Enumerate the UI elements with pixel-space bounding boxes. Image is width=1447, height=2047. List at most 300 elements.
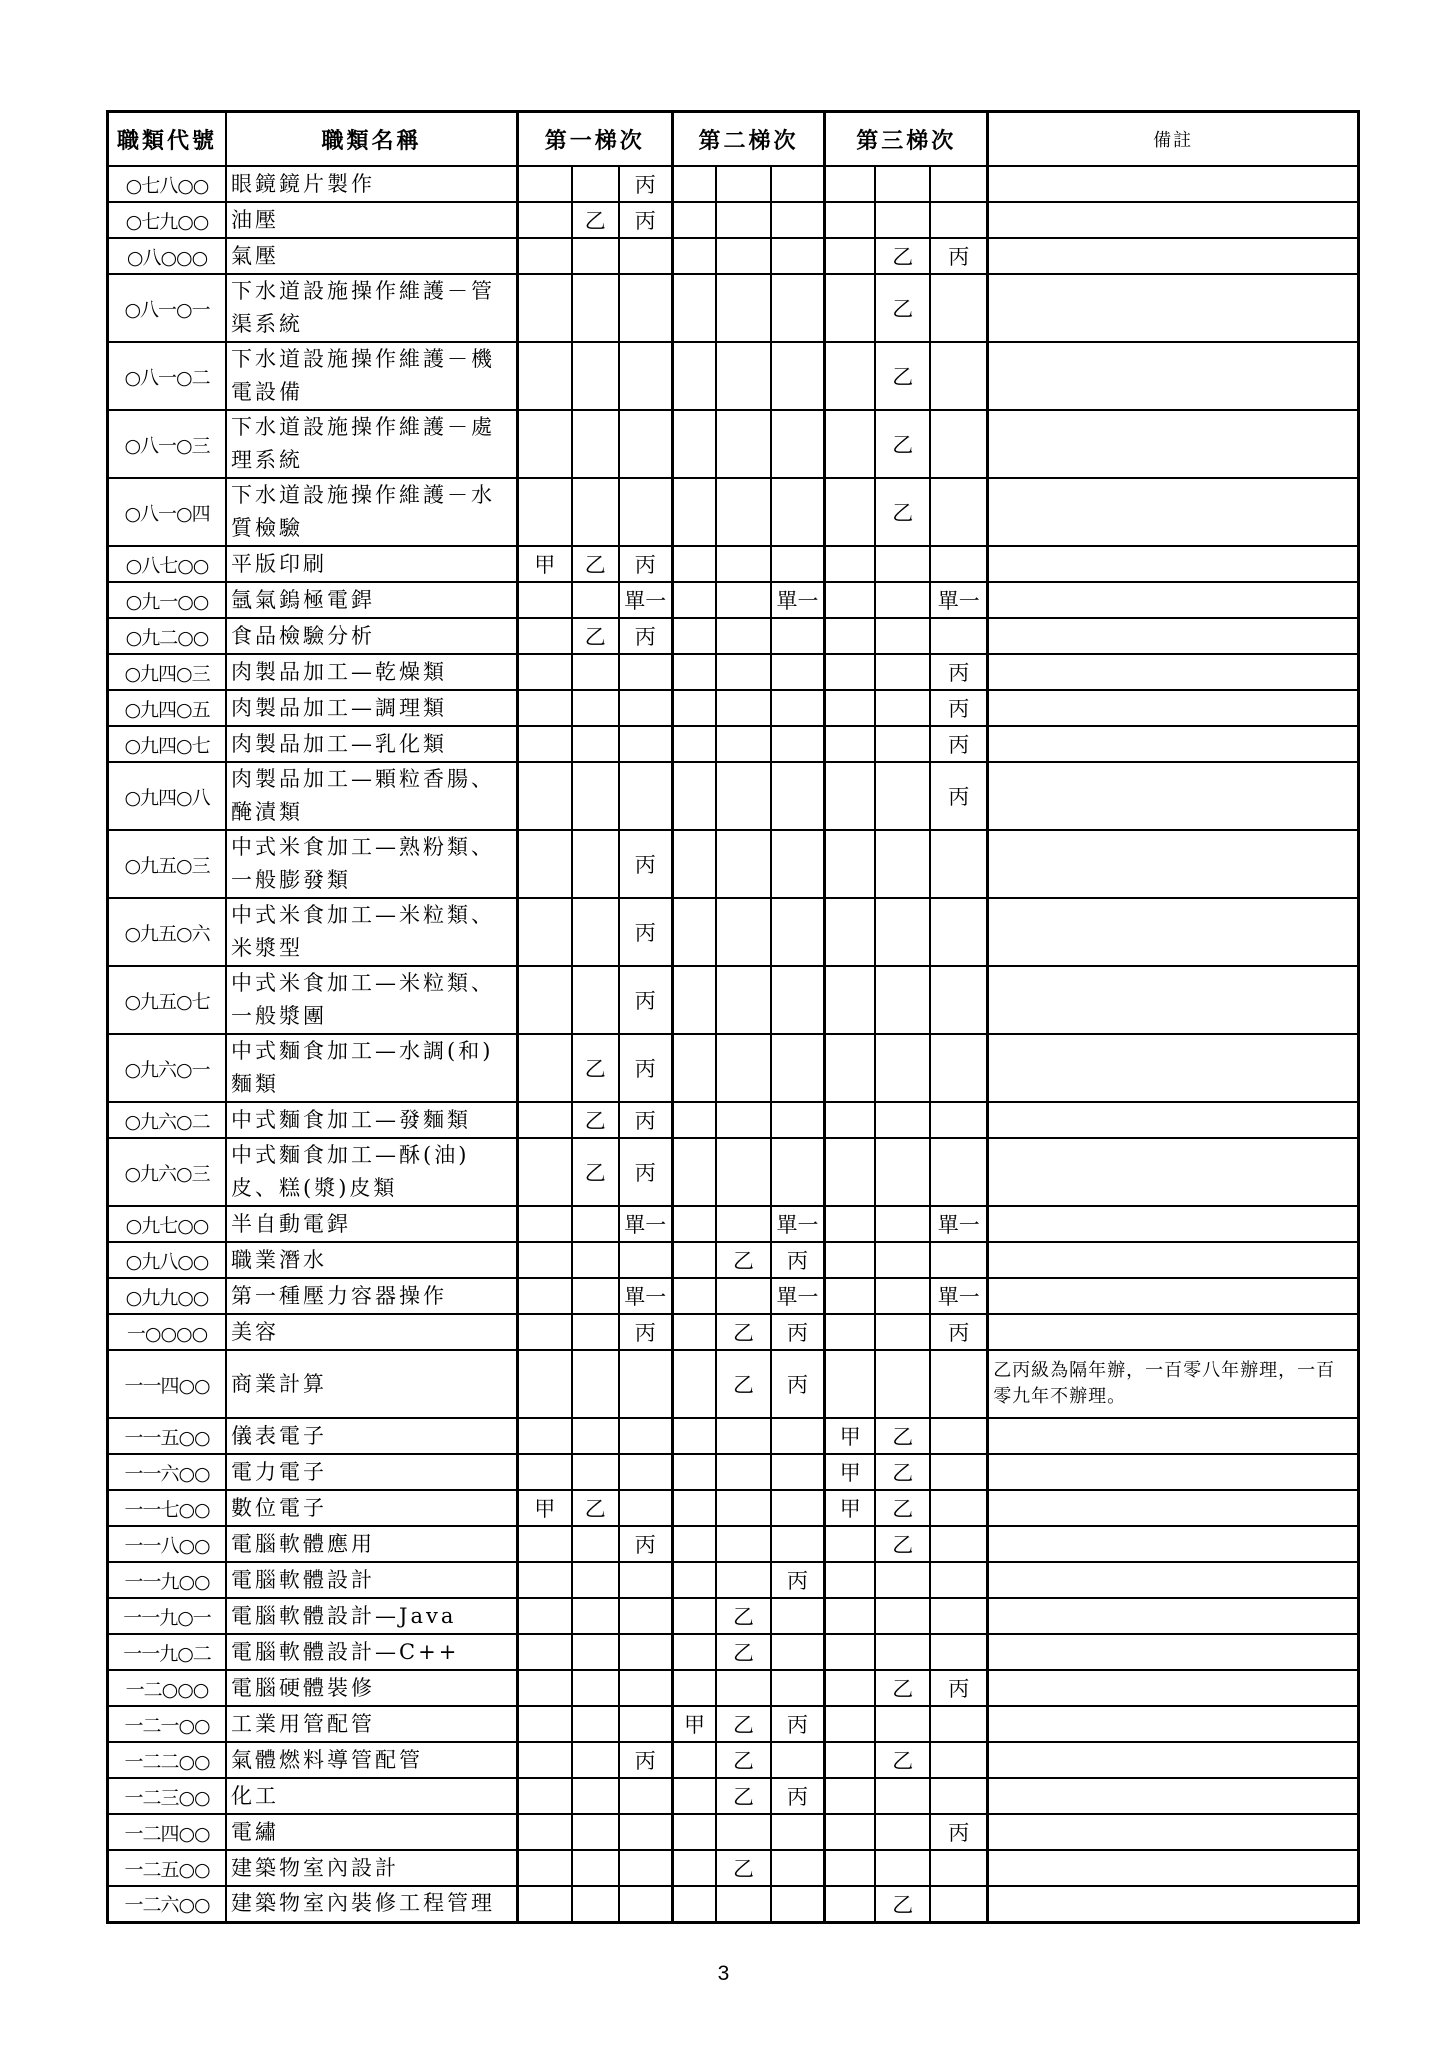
cell-code: ○九六○一 — [108, 1034, 227, 1102]
table-row — [108, 1634, 1359, 1670]
table-row — [108, 1562, 1359, 1598]
cell-round-2-level-3 — [771, 762, 825, 830]
cell-round-3-level-2 — [875, 1634, 930, 1670]
cell-round-1-level-1 — [517, 966, 571, 1034]
cell-round-3-level-2: 乙 — [875, 1886, 930, 1922]
cell-code: 一一五○○ — [108, 1418, 227, 1454]
cell-round-3-level-3: 丙 — [930, 726, 987, 762]
table-row — [108, 1886, 1359, 1922]
cell-code: ○八一○一 — [108, 274, 227, 342]
table-row — [108, 1454, 1359, 1490]
header-round-1: 第一梯次 — [517, 112, 672, 167]
cell-round-2-level-1 — [672, 618, 716, 654]
cell-round-2-level-1 — [672, 478, 716, 546]
cell-round-2-level-2 — [716, 1886, 770, 1922]
cell-round-1-level-3: 單一 — [619, 1278, 672, 1314]
cell-round-2-level-3 — [771, 238, 825, 274]
cell-round-3-level-3 — [930, 1138, 987, 1206]
cell-round-1-level-2 — [572, 166, 619, 202]
cell-name: 電腦軟體設計—C++ — [226, 1634, 517, 1670]
cell-note: 乙丙級為隔年辦，一百零八年辦理，一百零九年不辦理。 — [988, 1350, 1359, 1418]
cell-round-3-level-3: 單一 — [930, 582, 987, 618]
cell-round-2-level-2 — [716, 1670, 770, 1706]
cell-round-1-level-1 — [517, 238, 571, 274]
cell-round-3-level-1 — [825, 1886, 875, 1922]
cell-round-3-level-1 — [825, 618, 875, 654]
cell-name: 電腦硬體裝修 — [226, 1670, 517, 1706]
cell-round-3-level-1 — [825, 1850, 875, 1886]
cell-round-2-level-1 — [672, 1562, 716, 1598]
table-row — [108, 342, 1359, 410]
cell-round-3-level-2 — [875, 1206, 930, 1242]
cell-round-2-level-1 — [672, 410, 716, 478]
cell-code: ○九四○三 — [108, 654, 227, 690]
cell-round-2-level-1 — [672, 238, 716, 274]
table-row — [108, 1526, 1359, 1562]
cell-round-1-level-2 — [572, 1706, 619, 1742]
cell-note — [988, 1138, 1359, 1206]
table-row — [108, 1706, 1359, 1742]
cell-round-2-level-1 — [672, 1778, 716, 1814]
cell-round-1-level-2 — [572, 1742, 619, 1778]
cell-name: 商業計算 — [226, 1350, 517, 1418]
cell-round-3-level-1 — [825, 1242, 875, 1278]
cell-round-1-level-1 — [517, 1562, 571, 1598]
cell-round-2-level-1 — [672, 1634, 716, 1670]
cell-round-2-level-1 — [672, 1350, 716, 1418]
cell-round-3-level-1 — [825, 166, 875, 202]
cell-round-3-level-3: 單一 — [930, 1278, 987, 1314]
cell-round-3-level-2 — [875, 582, 930, 618]
cell-round-1-level-3 — [619, 726, 672, 762]
cell-round-2-level-3 — [771, 1102, 825, 1138]
cell-round-3-level-3 — [930, 1742, 987, 1778]
cell-round-1-level-1 — [517, 618, 571, 654]
cell-code: 一一九○○ — [108, 1562, 227, 1598]
cell-round-2-level-2: 乙 — [716, 1778, 770, 1814]
cell-name: 肉製品加工—乾燥類 — [226, 654, 517, 690]
cell-round-2-level-3 — [771, 1490, 825, 1526]
cell-round-1-level-3 — [619, 274, 672, 342]
cell-round-1-level-2: 乙 — [572, 546, 619, 582]
cell-note — [988, 1850, 1359, 1886]
cell-round-1-level-1 — [517, 1418, 571, 1454]
cell-round-2-level-2 — [716, 618, 770, 654]
cell-note — [988, 478, 1359, 546]
cell-round-2-level-2 — [716, 1034, 770, 1102]
cell-round-1-level-3: 丙 — [619, 1526, 672, 1562]
cell-round-2-level-2 — [716, 726, 770, 762]
cell-note — [988, 898, 1359, 966]
cell-round-1-level-1 — [517, 898, 571, 966]
table-row — [108, 546, 1359, 582]
cell-round-1-level-1 — [517, 726, 571, 762]
cell-round-2-level-1 — [672, 1034, 716, 1102]
cell-round-2-level-2 — [716, 546, 770, 582]
cell-name: 氣壓 — [226, 238, 517, 274]
cell-round-3-level-1 — [825, 342, 875, 410]
cell-round-3-level-3: 丙 — [930, 238, 987, 274]
cell-code: ○九六○二 — [108, 1102, 227, 1138]
cell-name: 下水道設施操作維護－管渠系統 — [226, 274, 517, 342]
cell-round-2-level-1 — [672, 726, 716, 762]
cell-round-3-level-1 — [825, 202, 875, 238]
cell-round-3-level-2: 乙 — [875, 1454, 930, 1490]
table-row — [108, 1814, 1359, 1850]
cell-round-3-level-1 — [825, 1138, 875, 1206]
cell-round-2-level-3 — [771, 654, 825, 690]
cell-round-1-level-1: 甲 — [517, 1490, 571, 1526]
cell-name: 中式米食加工—米粒類、米漿型 — [226, 898, 517, 966]
table-row — [108, 690, 1359, 726]
cell-round-2-level-2: 乙 — [716, 1742, 770, 1778]
cell-note — [988, 726, 1359, 762]
cell-round-2-level-3 — [771, 1418, 825, 1454]
cell-round-1-level-1 — [517, 1778, 571, 1814]
cell-round-2-level-3 — [771, 1598, 825, 1634]
cell-round-1-level-3 — [619, 1490, 672, 1526]
cell-note — [988, 690, 1359, 726]
cell-round-1-level-1 — [517, 1742, 571, 1778]
cell-round-1-level-2 — [572, 690, 619, 726]
cell-round-2-level-2 — [716, 966, 770, 1034]
cell-round-2-level-1 — [672, 1598, 716, 1634]
cell-round-2-level-3: 單一 — [771, 1206, 825, 1242]
cell-round-3-level-2: 乙 — [875, 1418, 930, 1454]
cell-round-2-level-1 — [672, 274, 716, 342]
cell-code: 一一八○○ — [108, 1526, 227, 1562]
table-body — [108, 166, 1359, 1922]
header-name: 職類名稱 — [226, 112, 517, 167]
cell-round-2-level-3 — [771, 1634, 825, 1670]
cell-round-3-level-3 — [930, 1886, 987, 1922]
cell-round-3-level-3 — [930, 1102, 987, 1138]
cell-note — [988, 654, 1359, 690]
cell-name: 數位電子 — [226, 1490, 517, 1526]
cell-round-3-level-2: 乙 — [875, 1526, 930, 1562]
cell-note — [988, 274, 1359, 342]
cell-round-3-level-1 — [825, 1598, 875, 1634]
cell-note — [988, 1814, 1359, 1850]
cell-round-1-level-2 — [572, 274, 619, 342]
cell-round-1-level-1 — [517, 1034, 571, 1102]
cell-round-1-level-1 — [517, 1814, 571, 1850]
cell-name: 中式麵食加工—酥(油)皮、糕(漿)皮類 — [226, 1138, 517, 1206]
cell-round-3-level-3 — [930, 274, 987, 342]
cell-round-1-level-3 — [619, 1706, 672, 1742]
cell-round-2-level-3 — [771, 1138, 825, 1206]
cell-round-2-level-2 — [716, 1138, 770, 1206]
cell-round-3-level-2 — [875, 1138, 930, 1206]
cell-round-1-level-2 — [572, 238, 619, 274]
cell-name: 平版印刷 — [226, 546, 517, 582]
cell-round-3-level-2: 乙 — [875, 342, 930, 410]
header-code: 職類代號 — [108, 112, 227, 167]
cell-round-3-level-3 — [930, 342, 987, 410]
cell-round-1-level-1 — [517, 1102, 571, 1138]
cell-round-2-level-1 — [672, 762, 716, 830]
cell-round-3-level-1 — [825, 726, 875, 762]
cell-round-2-level-2 — [716, 1814, 770, 1850]
table-row — [108, 1278, 1359, 1314]
cell-note — [988, 1634, 1359, 1670]
cell-round-1-level-3: 丙 — [619, 966, 672, 1034]
cell-round-1-level-3 — [619, 1454, 672, 1490]
cell-code: 一○○○○ — [108, 1314, 227, 1350]
cell-code: ○八一○二 — [108, 342, 227, 410]
cell-round-1-level-2 — [572, 342, 619, 410]
cell-note — [988, 546, 1359, 582]
cell-round-2-level-1 — [672, 1206, 716, 1242]
table-row — [108, 1850, 1359, 1886]
cell-round-3-level-1: 甲 — [825, 1454, 875, 1490]
cell-round-1-level-1 — [517, 1242, 571, 1278]
cell-round-3-level-2: 乙 — [875, 410, 930, 478]
cell-round-2-level-2 — [716, 654, 770, 690]
cell-round-1-level-2 — [572, 1778, 619, 1814]
cell-round-2-level-2 — [716, 1102, 770, 1138]
cell-round-2-level-3 — [771, 830, 825, 898]
cell-round-3-level-2 — [875, 898, 930, 966]
cell-round-1-level-3: 丙 — [619, 546, 672, 582]
cell-round-2-level-2: 乙 — [716, 1634, 770, 1670]
cell-round-3-level-1 — [825, 410, 875, 478]
cell-round-1-level-1 — [517, 1634, 571, 1670]
table-row — [108, 1242, 1359, 1278]
cell-round-2-level-1 — [672, 1454, 716, 1490]
cell-round-2-level-2 — [716, 1526, 770, 1562]
cell-round-1-level-2: 乙 — [572, 1034, 619, 1102]
cell-name: 中式麵食加工—發麵類 — [226, 1102, 517, 1138]
cell-note — [988, 762, 1359, 830]
cell-round-3-level-2 — [875, 1242, 930, 1278]
cell-round-3-level-3 — [930, 478, 987, 546]
cell-name: 油壓 — [226, 202, 517, 238]
page-number: 3 — [717, 1962, 730, 1985]
cell-round-3-level-3: 丙 — [930, 1670, 987, 1706]
cell-name: 建築物室內裝修工程管理 — [226, 1886, 517, 1922]
cell-round-3-level-1 — [825, 1814, 875, 1850]
cell-round-2-level-1 — [672, 1814, 716, 1850]
cell-round-1-level-3: 丙 — [619, 166, 672, 202]
cell-round-2-level-1 — [672, 546, 716, 582]
cell-round-2-level-3 — [771, 1850, 825, 1886]
cell-code: 一二二○○ — [108, 1742, 227, 1778]
table-row — [108, 478, 1359, 546]
cell-round-1-level-2 — [572, 966, 619, 1034]
cell-code: 一一七○○ — [108, 1490, 227, 1526]
header-round-3: 第三梯次 — [825, 112, 988, 167]
cell-note — [988, 1206, 1359, 1242]
cell-round-2-level-1 — [672, 1418, 716, 1454]
cell-round-3-level-1 — [825, 238, 875, 274]
table-row — [108, 202, 1359, 238]
table-row — [108, 654, 1359, 690]
cell-round-3-level-3: 丙 — [930, 654, 987, 690]
cell-round-2-level-3 — [771, 166, 825, 202]
cell-note — [988, 238, 1359, 274]
cell-round-2-level-3 — [771, 342, 825, 410]
table-row — [108, 618, 1359, 654]
cell-note — [988, 1242, 1359, 1278]
cell-round-3-level-3 — [930, 1706, 987, 1742]
cell-round-2-level-2 — [716, 830, 770, 898]
cell-name: 半自動電銲 — [226, 1206, 517, 1242]
cell-round-3-level-3 — [930, 410, 987, 478]
cell-round-3-level-2 — [875, 1778, 930, 1814]
cell-round-2-level-2 — [716, 274, 770, 342]
cell-code: ○七八○○ — [108, 166, 227, 202]
cell-round-3-level-1 — [825, 1742, 875, 1778]
cell-round-3-level-2 — [875, 830, 930, 898]
cell-code: ○七九○○ — [108, 202, 227, 238]
cell-round-2-level-3 — [771, 202, 825, 238]
cell-round-3-level-1 — [825, 1526, 875, 1562]
cell-round-1-level-2 — [572, 654, 619, 690]
cell-note — [988, 1034, 1359, 1102]
cell-round-1-level-3: 丙 — [619, 618, 672, 654]
cell-round-1-level-2: 乙 — [572, 1102, 619, 1138]
table-row — [108, 410, 1359, 478]
cell-note — [988, 1314, 1359, 1350]
cell-round-2-level-3: 丙 — [771, 1314, 825, 1350]
cell-round-1-level-1 — [517, 1350, 571, 1418]
table-row — [108, 726, 1359, 762]
cell-round-3-level-2 — [875, 546, 930, 582]
cell-name: 下水道設施操作維護－處理系統 — [226, 410, 517, 478]
cell-round-1-level-3 — [619, 1350, 672, 1418]
cell-round-2-level-1 — [672, 966, 716, 1034]
cell-round-1-level-1 — [517, 762, 571, 830]
cell-round-2-level-1 — [672, 1886, 716, 1922]
cell-code: 一二五○○ — [108, 1850, 227, 1886]
cell-code: 一二三○○ — [108, 1778, 227, 1814]
cell-name: 第一種壓力容器操作 — [226, 1278, 517, 1314]
cell-round-3-level-2 — [875, 1706, 930, 1742]
cell-round-1-level-1 — [517, 1138, 571, 1206]
cell-round-2-level-3 — [771, 966, 825, 1034]
cell-round-1-level-2 — [572, 1278, 619, 1314]
table-row — [108, 582, 1359, 618]
cell-round-2-level-3 — [771, 1814, 825, 1850]
cell-round-1-level-2 — [572, 898, 619, 966]
table-row — [108, 830, 1359, 898]
cell-round-1-level-3: 丙 — [619, 1138, 672, 1206]
cell-round-1-level-2 — [572, 1526, 619, 1562]
table-row — [108, 1490, 1359, 1526]
cell-round-1-level-2 — [572, 762, 619, 830]
cell-round-3-level-1 — [825, 1778, 875, 1814]
cell-round-2-level-2: 乙 — [716, 1850, 770, 1886]
cell-round-3-level-1: 甲 — [825, 1418, 875, 1454]
cell-code: ○八一○四 — [108, 478, 227, 546]
header-note: 備註 — [988, 112, 1359, 167]
cell-code: 一二四○○ — [108, 1814, 227, 1850]
cell-round-2-level-1 — [672, 1242, 716, 1278]
cell-round-2-level-3 — [771, 546, 825, 582]
cell-round-3-level-1 — [825, 690, 875, 726]
cell-code: ○九五○七 — [108, 966, 227, 1034]
cell-round-1-level-2: 乙 — [572, 202, 619, 238]
cell-name: 氣體燃料導管配管 — [226, 1742, 517, 1778]
cell-round-1-level-1 — [517, 202, 571, 238]
cell-round-1-level-1 — [517, 1598, 571, 1634]
cell-round-1-level-3: 丙 — [619, 202, 672, 238]
cell-round-1-level-2 — [572, 582, 619, 618]
cell-round-1-level-2: 乙 — [572, 1490, 619, 1526]
cell-round-1-level-2 — [572, 1562, 619, 1598]
cell-round-2-level-3 — [771, 1034, 825, 1102]
cell-round-3-level-3 — [930, 166, 987, 202]
table-row — [108, 1350, 1359, 1418]
cell-round-1-level-2 — [572, 478, 619, 546]
cell-name: 電腦軟體應用 — [226, 1526, 517, 1562]
cell-round-3-level-2 — [875, 654, 930, 690]
cell-code: 一二一○○ — [108, 1706, 227, 1742]
cell-code: 一二六○○ — [108, 1886, 227, 1922]
cell-round-3-level-3 — [930, 1778, 987, 1814]
cell-round-2-level-3: 單一 — [771, 1278, 825, 1314]
table-header — [108, 112, 1359, 167]
cell-name: 肉製品加工—顆粒香腸、醃漬類 — [226, 762, 517, 830]
cell-round-1-level-3: 丙 — [619, 1034, 672, 1102]
table-row — [108, 1418, 1359, 1454]
cell-round-1-level-3 — [619, 1886, 672, 1922]
cell-round-1-level-2 — [572, 1206, 619, 1242]
cell-note — [988, 1598, 1359, 1634]
cell-round-3-level-2 — [875, 1350, 930, 1418]
cell-round-2-level-1 — [672, 1490, 716, 1526]
cell-code: 一一九○一 — [108, 1598, 227, 1634]
cell-round-1-level-1 — [517, 342, 571, 410]
cell-round-2-level-2 — [716, 202, 770, 238]
cell-round-2-level-1 — [672, 166, 716, 202]
cell-round-3-level-1 — [825, 1034, 875, 1102]
cell-name: 電腦軟體設計—Java — [226, 1598, 517, 1634]
cell-round-2-level-3 — [771, 898, 825, 966]
cell-note — [988, 830, 1359, 898]
cell-round-3-level-1 — [825, 762, 875, 830]
cell-round-2-level-2 — [716, 1562, 770, 1598]
cell-round-3-level-1 — [825, 654, 875, 690]
cell-round-3-level-3: 丙 — [930, 1814, 987, 1850]
cell-round-3-level-1: 甲 — [825, 1490, 875, 1526]
cell-note — [988, 1454, 1359, 1490]
cell-round-1-level-1 — [517, 410, 571, 478]
cell-code: ○九四○八 — [108, 762, 227, 830]
table-row — [108, 1670, 1359, 1706]
cell-round-3-level-2: 乙 — [875, 1670, 930, 1706]
cell-round-3-level-3 — [930, 966, 987, 1034]
cell-round-3-level-3 — [930, 618, 987, 654]
cell-code: 一一四○○ — [108, 1350, 227, 1418]
cell-name: 肉製品加工—乳化類 — [226, 726, 517, 762]
cell-round-1-level-2 — [572, 830, 619, 898]
cell-code: ○八七○○ — [108, 546, 227, 582]
cell-round-2-level-1 — [672, 830, 716, 898]
cell-note — [988, 166, 1359, 202]
cell-round-2-level-1 — [672, 342, 716, 410]
cell-name: 眼鏡鏡片製作 — [226, 166, 517, 202]
cell-round-3-level-2 — [875, 1314, 930, 1350]
cell-round-2-level-2: 乙 — [716, 1350, 770, 1418]
cell-note — [988, 1102, 1359, 1138]
cell-round-2-level-3: 丙 — [771, 1706, 825, 1742]
cell-round-2-level-1 — [672, 654, 716, 690]
cell-code: ○八○○○ — [108, 238, 227, 274]
cell-round-2-level-3: 丙 — [771, 1242, 825, 1278]
cell-round-2-level-2 — [716, 410, 770, 478]
